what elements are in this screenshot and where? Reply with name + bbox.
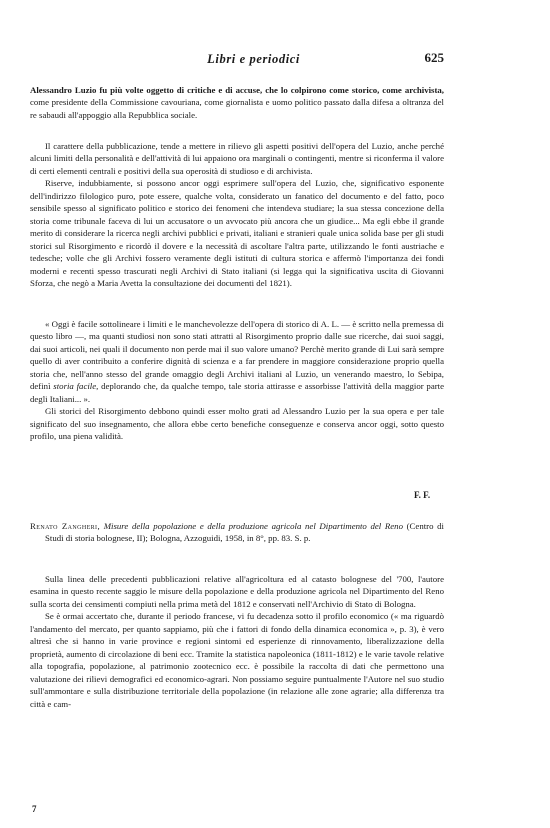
signature-mark: 7	[32, 804, 37, 814]
book-reference	[30, 520, 444, 545]
paragraph: Riserve, indubbiamente, si possono ancor oggi esprimere sull'opera del Luzio, che, significativo esponente dell'indirizzo filologico puro, pote essere, qualche volta, considerato un fanatico del documento e del fatto, poco sensibile spesso al significato politico e storico dei fenomeni che intendeva studiare; la sua stessa concezione della storia come tribunale faceva di lui un accusatore o un avvocato più ancora che un giudice... Ma egli ebbe il grande merito di considerare la ricerca negli archivi pubblici e privati, italiani e stranieri quale unica solida base per gli studi storici sul Risorgimento e ricordò il dovere e la necessità di ascoltare l'altra parte, utilizzando le fonti austriache e tedesche; volle che gli Archivi fossero veramente degli istituti di cultura storica e affermò l'importanza dei fondi moderni e recenti spesso trascurati negli Archivi di Stato italiani (si legga qui la significativa uscita di Giovanni Sforza, che negò a Maria Avetta la consultazione dei documenti del 1821).	[30, 178, 444, 288]
paragraph: Sulla linea delle precedenti pubblicazioni relative all'agricoltura ed al catasto bolognese del '700, l'autore esamina in questo recente saggio le misure della popolazione e della produzione agricola nel Dipartimento del Reno sulla scorta dei censimenti compiuti nella prima metà del 1812 e conservati nell'Archivio di Stato di Bologna.	[30, 574, 444, 609]
quote-part-b: , deplorando che, da qualche tempo, tale storia attirasse e assorbisse l'attività della maggior parte degli Italiani... ».	[30, 381, 444, 404]
bold-intro: Alessandro Luzio fu più volte oggetto di critiche e di accuse, che lo colpirono come storico, come archivista,	[30, 85, 444, 95]
paragraph: Se è ormai accertato che, durante il periodo francese, vi fu decadenza sotto il profilo economico (« ma riguardò l'andamento del mercato, per quanto sappiamo, più che i fattori di fondo della dinamica economica », p. 3), è vero altresì che si hanno in varie province e regioni sintomi ed esperienze di rinnovamento, liberalizzazione della proprietà, aumento di circolazione di beni ecc. Tramite la statistica napoleonica (1811-1812) e le varie tavole relative alla topografia, popolazione, al patrimonio zootecnico ecc. è possibile la raccolta di dati che permettono una valutazione dei rilievi demografici ed economico-agrari. Non possiamo seguire puntualmente l'Autore nel suo studio sull'ammontare e sulla distribuzione territoriale della popolazione (in relazione alle zone agrarie; alla differenza tra città e cam-	[30, 611, 444, 709]
paragraph	[30, 318, 444, 405]
quote-part-a: « Oggi è facile sottolineare i limiti e le manchevolezze dell'opera di storico di A. L. — è scritto nella premessa di questo libro —, ma quanti studiosi non sono stati attratti al Risorgimento proprio dalle sue ricerche, dai suoi saggi, dai suoi articoli, nei quali il documento non perde mai il suo valore umano? Perchè merito grande di Lui sarà sempre quello di aver contribuito a conferire dignità di scienza e a far prendere in maggiore considerazione proprio quella storia che, nell'anno stesso del grande omaggio degli Archivi italiani al Luzio, un venerando maestro, lo Sebipa, definì	[30, 319, 444, 392]
running-header	[36, 52, 436, 68]
paragraph: Gli storici del Risorgimento debbono quindi esser molto grati ad Alessandro Luzio per la sua opera e per tale significato del suo insegnamento, che allora ebbe certo benefiche conseguenze e conserva ancor oggi, sotto questo profilo, una piena validità.	[30, 406, 444, 442]
review-luzio-intro	[30, 84, 444, 121]
book-title: Misure della popolazione e della produzione agricola nel Dipartimento del Reno	[103, 521, 403, 531]
paragraph	[30, 84, 444, 121]
reference-line	[30, 520, 444, 545]
intro-rest: come presidente della Commissione cavouriana, come giornalista e uomo politico passato dalla difesa a oltranza del re sabaudi all'appoggio alla Repubblica sociale.	[30, 97, 444, 120]
review-zangheri-body	[30, 573, 444, 710]
review-luzio-quote	[30, 318, 444, 443]
running-title: Libri e periodici	[207, 52, 300, 66]
book-author: Renato Zangheri,	[30, 521, 101, 531]
paragraph: Il carattere della pubblicazione, tende a mettere in rilievo gli aspetti positivi dell'opera del Luzio, anche perché alcuni limiti della personalità e dell'attività di lui appaiono ora marginali o contingenti, mentre si riconferma il valore di certi elementi centrali e positivi della sua operosità di studioso e di archivista.	[30, 141, 444, 176]
book-source: (Centro di Studi di storia bolognese, II); Bologna, Azzoguidi, 1958, in 8°, pp. 83. S. p.	[45, 521, 444, 544]
reviewer-signature: F. F.	[414, 490, 431, 500]
review-luzio-body	[30, 140, 444, 289]
page-number: 625	[424, 50, 444, 65]
quote-italic: storia facile	[53, 381, 97, 392]
